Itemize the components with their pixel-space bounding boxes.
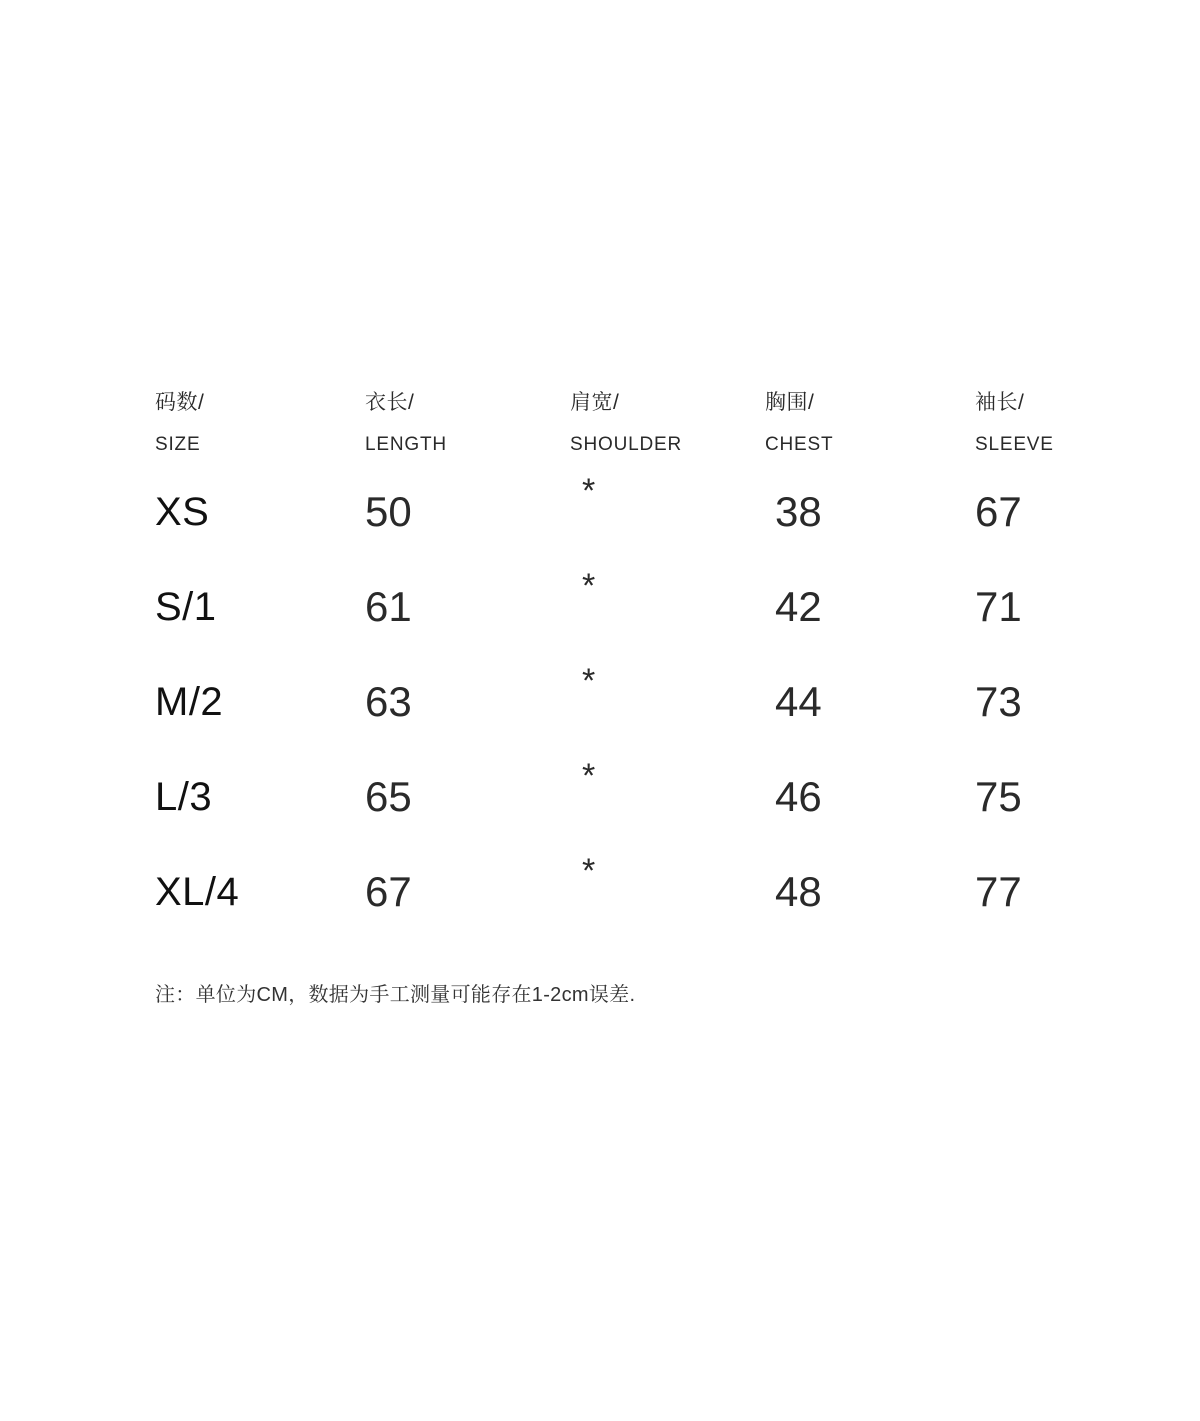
length-value: 67 <box>365 867 412 915</box>
column-header-shoulder-zh: 肩宽/ <box>570 391 620 414</box>
shoulder-value: * <box>582 852 596 890</box>
table-row <box>155 464 1075 559</box>
length-value: 63 <box>365 677 412 725</box>
sleeve-value: 71 <box>975 582 1022 630</box>
header-row <box>155 392 1075 454</box>
shoulder-value: * <box>582 757 596 795</box>
chest-value: 44 <box>775 677 822 725</box>
chest-value: 42 <box>775 582 822 630</box>
table-row <box>155 654 1075 749</box>
size-label: M/2 <box>155 679 224 724</box>
column-header-size-en: SIZE <box>155 434 201 455</box>
column-header-sleeve-zh: 袖长/ <box>975 391 1025 414</box>
chest-value: 48 <box>775 867 822 915</box>
sleeve-value: 75 <box>975 772 1022 820</box>
measurement-note: 注：单位为CM，数据为手工测量可能存在1-2cm误差. <box>155 984 636 1006</box>
chest-value: 38 <box>775 487 822 535</box>
table-row <box>155 749 1075 844</box>
size-label: XS <box>155 489 210 534</box>
column-header-chest-zh: 胸围/ <box>765 391 815 414</box>
column-header-length-zh: 衣长/ <box>365 391 415 414</box>
size-label: XL/4 <box>155 869 240 914</box>
size-chart-table <box>155 392 1075 1010</box>
length-value: 50 <box>365 487 412 535</box>
column-header-sleeve-en: SLEEVE <box>975 434 1054 455</box>
column-header-chest <box>765 392 975 454</box>
shoulder-value: * <box>582 662 596 700</box>
size-label: L/3 <box>155 774 213 819</box>
table-row <box>155 844 1075 939</box>
column-header-shoulder <box>570 392 765 454</box>
column-header-length <box>365 392 570 454</box>
sleeve-value: 67 <box>975 487 1022 535</box>
column-header-size <box>155 392 365 454</box>
length-value: 61 <box>365 582 412 630</box>
sleeve-value: 73 <box>975 677 1022 725</box>
column-header-sleeve <box>975 392 1075 454</box>
column-header-length-en: LENGTH <box>365 434 447 455</box>
column-header-chest-en: CHEST <box>765 434 834 455</box>
table-row <box>155 559 1075 654</box>
column-header-size-zh: 码数/ <box>155 391 205 414</box>
chest-value: 46 <box>775 772 822 820</box>
shoulder-value: * <box>582 472 596 510</box>
length-value: 65 <box>365 772 412 820</box>
shoulder-value: * <box>582 567 596 605</box>
size-label: S/1 <box>155 584 217 629</box>
sleeve-value: 77 <box>975 867 1022 915</box>
column-header-shoulder-en: SHOULDER <box>570 434 682 455</box>
